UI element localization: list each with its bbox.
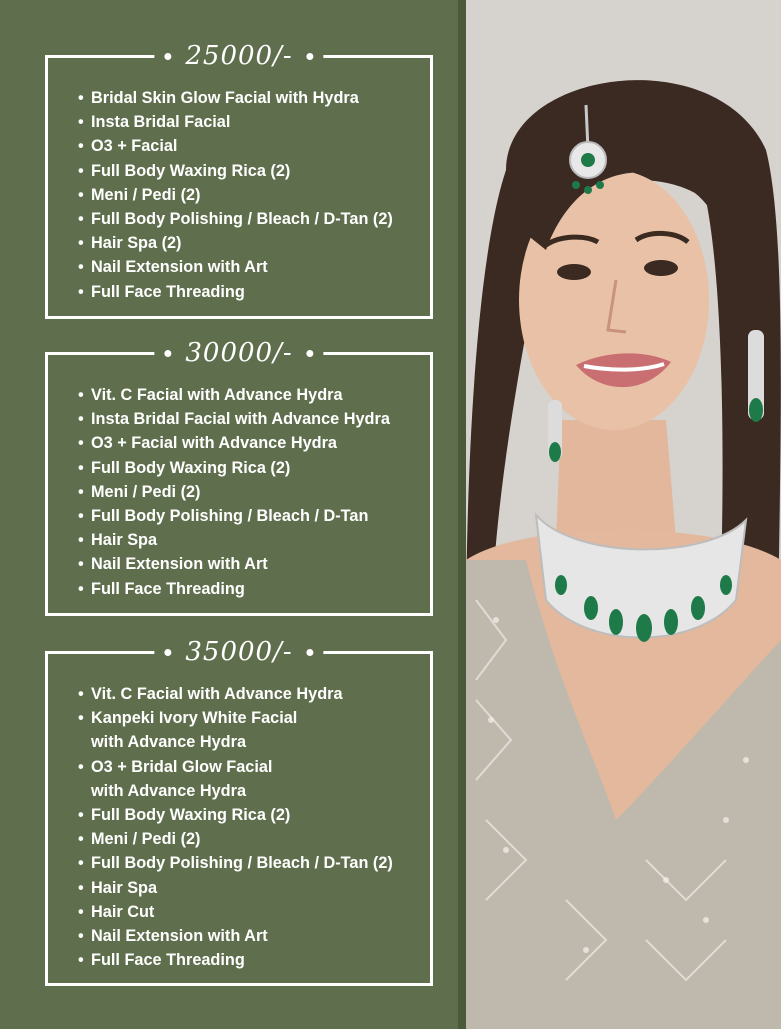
list-item: • Hair Cut	[78, 900, 393, 924]
bride-illustration	[466, 0, 781, 1029]
list-item: • Insta Bridal Facial	[78, 110, 393, 134]
bridal-model-photo	[466, 0, 781, 1029]
dot-icon	[164, 350, 171, 357]
list-item: • Bridal Skin Glow Facial with Hydra	[78, 86, 393, 110]
package-card	[45, 637, 433, 986]
list-item: • Full Face Threading	[78, 280, 393, 304]
dot-icon	[164, 649, 171, 656]
list-item-continuation: with Advance Hydra	[91, 733, 247, 752]
list-item: • Meni / Pedi (2)	[78, 480, 390, 504]
list-item: • Meni / Pedi (2)	[78, 183, 393, 207]
list-item: • O3 + Bridal Glow Facial	[78, 755, 393, 779]
package-price: 35000/-	[185, 637, 293, 667]
dot-icon	[307, 350, 314, 357]
price-header	[154, 335, 323, 371]
list-item: • Full Body Waxing Rica (2)	[78, 456, 390, 480]
list-item: • Full Body Polishing / Bleach / D-Tan (2)	[78, 851, 393, 875]
list-item: • Hair Spa	[78, 528, 390, 552]
package-card	[45, 338, 433, 616]
package-price: 25000/-	[185, 41, 293, 71]
list-item: • Full Body Polishing / Bleach / D-Tan (2)	[78, 207, 393, 231]
list-item: • Nail Extension with Art	[78, 924, 393, 948]
package-card	[45, 41, 433, 319]
list-item: • Nail Extension with Art	[78, 552, 390, 576]
price-header	[154, 634, 323, 670]
list-item: • Full Face Threading	[78, 948, 393, 972]
list-item: • Full Body Polishing / Bleach / D-Tan	[78, 504, 390, 528]
service-list	[78, 86, 393, 304]
dot-icon	[307, 53, 314, 60]
list-item: • O3 + Facial	[78, 134, 393, 158]
list-item: • Full Body Waxing Rica (2)	[78, 803, 393, 827]
list-item: • Full Body Waxing Rica (2)	[78, 159, 393, 183]
list-item: • Nail Extension with Art	[78, 255, 393, 279]
price-header	[154, 38, 323, 74]
service-list	[78, 682, 393, 972]
package-price: 30000/-	[185, 338, 293, 368]
list-item: • Hair Spa (2)	[78, 231, 393, 255]
dot-icon	[307, 649, 314, 656]
list-item: • Full Face Threading	[78, 577, 390, 601]
service-list	[78, 383, 390, 601]
dot-icon	[164, 53, 171, 60]
panel-divider	[458, 0, 466, 1029]
list-item: • Kanpeki Ivory White Facial	[78, 706, 393, 730]
list-item: • O3 + Facial with Advance Hydra	[78, 431, 390, 455]
list-item: • Vit. C Facial with Advance Hydra	[78, 682, 393, 706]
list-item: • Hair Spa	[78, 876, 393, 900]
list-item-continuation: with Advance Hydra	[91, 781, 247, 800]
list-item: • Meni / Pedi (2)	[78, 827, 393, 851]
list-item: • Vit. C Facial with Advance Hydra	[78, 383, 390, 407]
list-item: • Insta Bridal Facial with Advance Hydra	[78, 407, 390, 431]
